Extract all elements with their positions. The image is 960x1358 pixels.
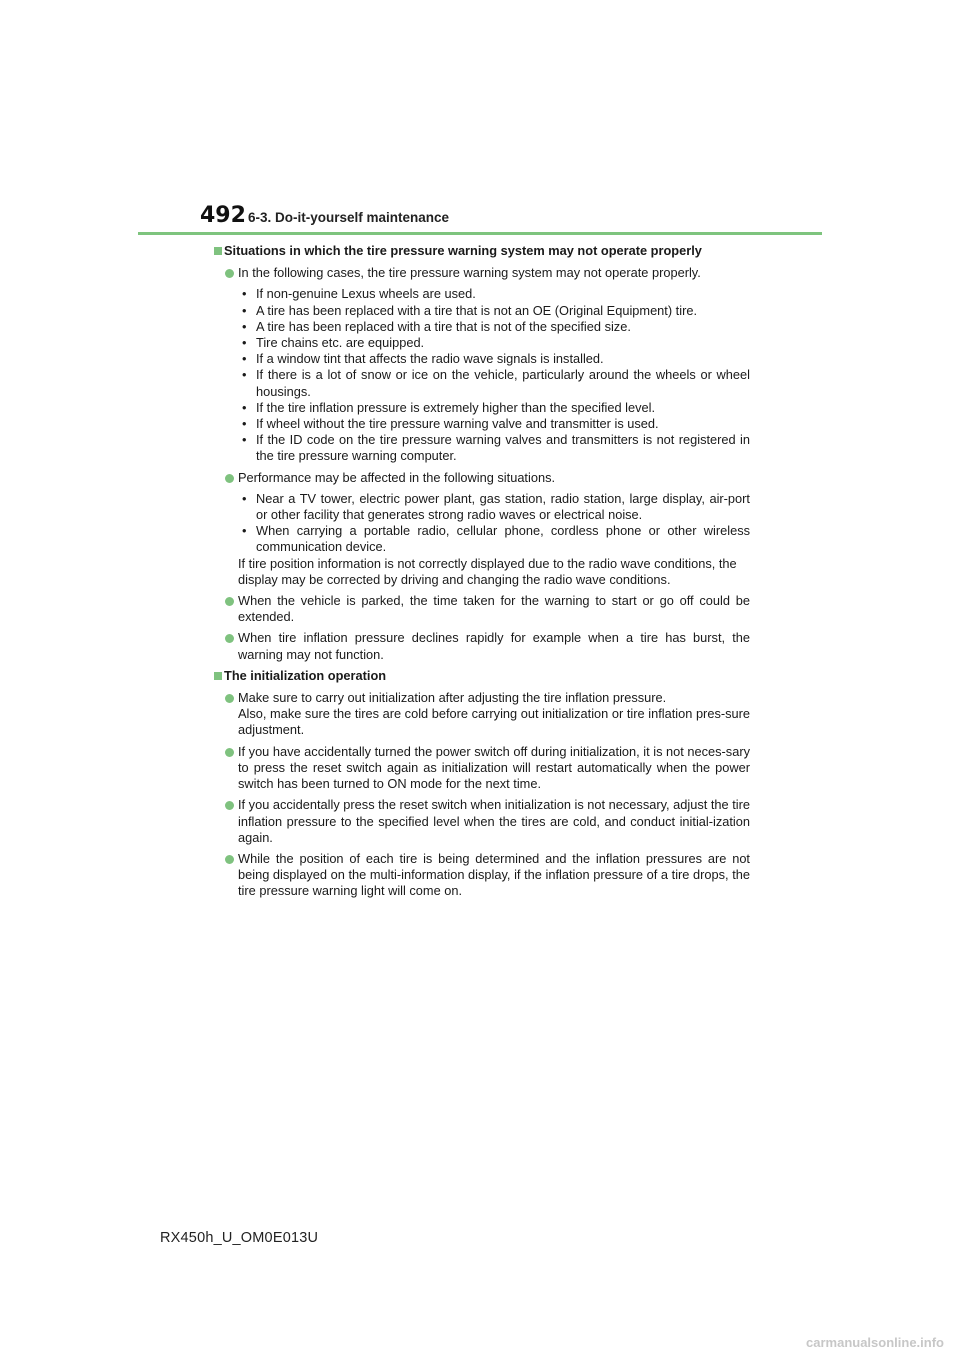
item-text: When the vehicle is parked, the time taken for the warning to start or go off could be extended. <box>238 593 750 625</box>
list-item <box>214 797 750 846</box>
site-watermark: carmanualsonline.info <box>806 1335 944 1350</box>
list-item <box>214 851 750 900</box>
sub-item: • If a window tint that affects the radio wave signals is installed. <box>242 351 604 367</box>
sub-item: • If wheel without the tire pressure warning valve and transmitter is used. <box>242 416 659 432</box>
sub-item: • If the ID code on the tire pressure warning valves and transmitters is not registered in the tire pressure warning computer. <box>242 432 750 464</box>
sub-item: • Near a TV tower, electric power plant, gas station, radio station, large display, air-port or other facility that generates strong radio waves or electrical noise. <box>242 490 750 523</box>
item-text: While the position of each tire is being determined and the inflation pressures are not being displayed on the multi-information display, if the inflation pressure of a tire drops, the tire pressure warning light will come on. <box>238 850 750 899</box>
list-item <box>214 593 750 625</box>
list-item <box>214 744 750 793</box>
circle-bullet-icon <box>225 748 234 757</box>
square-bullet-icon <box>214 247 222 255</box>
sub-item: • If the tire inflation pressure is extremely higher than the specified level. <box>242 399 656 415</box>
circle-bullet-icon <box>225 269 234 278</box>
item-text: If you accidentally press the reset switch when initialization is not necessary, adjust the tire inflation pressure to the specified level when the tires are cold, and conduct initial-ization again. <box>238 797 750 845</box>
section-heading: Situations in which the tire pressure warning system may not operate properly <box>214 243 750 259</box>
sub-item: • Tire chains etc. are equipped. <box>242 335 425 351</box>
circle-bullet-icon <box>225 634 234 643</box>
circle-bullet-icon <box>225 694 234 703</box>
sub-item: • If there is a lot of snow or ice on the vehicle, particularly around the wheels or wheel housings. <box>242 367 750 399</box>
list-item <box>214 265 750 464</box>
main-content <box>214 243 750 905</box>
sub-item: • A tire has been replaced with a tire that is not of the specified size. <box>242 318 631 334</box>
sub-item: • If non-genuine Lexus wheels are used. <box>242 286 476 302</box>
header-divider <box>138 232 822 235</box>
square-bullet-icon <box>214 672 222 680</box>
list-item <box>214 690 750 739</box>
circle-bullet-icon <box>225 474 234 483</box>
list-item <box>214 470 750 588</box>
list-item <box>214 630 750 662</box>
item-text: In the following cases, the tire pressure warning system may not operate properly. <box>238 265 701 281</box>
page-number: 492 <box>200 203 246 228</box>
sub-item: • When carrying a portable radio, cellular phone, cordless phone or other wireless communication device. <box>242 523 750 555</box>
sub-list <box>238 286 750 464</box>
page-header <box>0 0 960 240</box>
circle-bullet-icon <box>225 801 234 810</box>
item-text: If you have accidentally turned the power switch off during initialization, it is not neces-sary to press the reset switch again as initialization will restart automatically when the power switch has been turned to ON mode for the next time. <box>238 743 750 792</box>
circle-bullet-icon <box>225 855 234 864</box>
item-text: Make sure to carry out initialization after adjusting the tire inflation pressure. <box>238 690 667 706</box>
item-note: Also, make sure the tires are cold before carrying out initialization or tire inflation pres-sure adjustment. <box>238 706 750 738</box>
sub-list <box>238 491 750 556</box>
circle-bullet-icon <box>225 597 234 606</box>
section-title: 6-3. Do-it-yourself maintenance <box>248 210 450 225</box>
item-text: When tire inflation pressure declines rapidly for example when a tire has burst, the warning may not function. <box>238 630 750 662</box>
sub-item: • A tire has been replaced with a tire that is not an OE (Original Equipment) tire. <box>242 302 698 318</box>
item-text: Performance may be affected in the following situations. <box>238 469 556 485</box>
document-code: RX450h_U_OM0E013U <box>160 1230 319 1246</box>
section-heading: The initialization operation <box>214 668 750 684</box>
item-note: If tire position information is not correctly displayed due to the radio wave conditions, the display may be corrected by driving and changing the radio wave conditions. <box>238 555 737 587</box>
